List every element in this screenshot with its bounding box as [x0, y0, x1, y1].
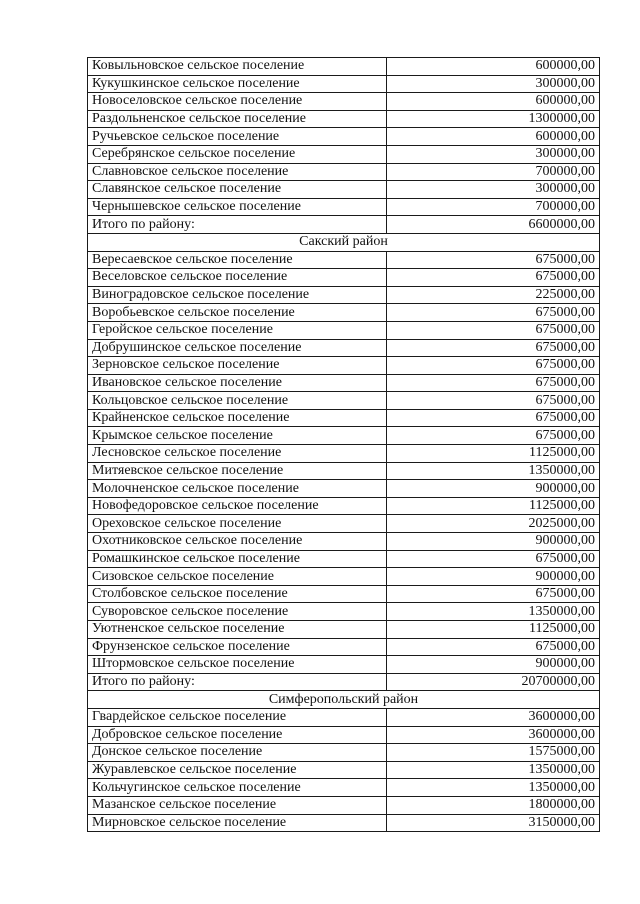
settlement-amount: 600000,00 [387, 58, 600, 76]
table-row [88, 744, 600, 762]
total-amount: 20700000,00 [387, 673, 600, 691]
settlement-name: Уютненское сельское поселение [88, 621, 387, 639]
settlement-amount: 675000,00 [387, 251, 600, 269]
settlement-name: Фрунзенское сельское поселение [88, 638, 387, 656]
allocation-table [87, 57, 600, 832]
settlement-amount: 1125000,00 [387, 497, 600, 515]
table-row [88, 533, 600, 551]
settlement-name: Ручьевское сельское поселение [88, 128, 387, 146]
settlement-amount: 675000,00 [387, 585, 600, 603]
district-total-row [88, 673, 600, 691]
settlement-name: Виноградовское сельское поселение [88, 286, 387, 304]
settlement-name: Новоселовское сельское поселение [88, 93, 387, 111]
settlement-name: Журавлевское сельское поселение [88, 761, 387, 779]
table-row [88, 110, 600, 128]
settlement-name: Серебрянское сельское поселение [88, 145, 387, 163]
settlement-amount: 700000,00 [387, 163, 600, 181]
settlement-name: Кукушкинское сельское поселение [88, 75, 387, 93]
settlement-name: Крымское сельское поселение [88, 427, 387, 445]
settlement-amount: 700000,00 [387, 198, 600, 216]
settlement-name: Чернышевское сельское поселение [88, 198, 387, 216]
total-label: Итого по району: [88, 673, 387, 691]
settlement-name: Славянское сельское поселение [88, 181, 387, 199]
settlement-name: Молочненское сельское поселение [88, 480, 387, 498]
settlement-name: Митяевское сельское поселение [88, 462, 387, 480]
settlement-name: Сизовское сельское поселение [88, 568, 387, 586]
table-row [88, 568, 600, 586]
settlement-amount: 675000,00 [387, 357, 600, 375]
settlement-name: Новофедоровское сельское поселение [88, 497, 387, 515]
table-row [88, 761, 600, 779]
table-row [88, 621, 600, 639]
settlement-amount: 225000,00 [387, 286, 600, 304]
settlement-name: Вересаевское сельское поселение [88, 251, 387, 269]
settlement-amount: 675000,00 [387, 269, 600, 287]
settlement-amount: 675000,00 [387, 321, 600, 339]
settlement-amount: 1350000,00 [387, 603, 600, 621]
table-row [88, 497, 600, 515]
settlement-amount: 900000,00 [387, 656, 600, 674]
settlement-amount: 1125000,00 [387, 445, 600, 463]
district-name: Симферопольский район [88, 691, 600, 709]
settlement-amount: 675000,00 [387, 409, 600, 427]
district-header-row [88, 691, 600, 709]
table-row [88, 128, 600, 146]
table-row [88, 409, 600, 427]
table-row [88, 198, 600, 216]
settlement-amount: 1575000,00 [387, 744, 600, 762]
table-row [88, 515, 600, 533]
settlement-amount: 3150000,00 [387, 814, 600, 832]
settlement-amount: 1125000,00 [387, 621, 600, 639]
settlement-name: Добровское сельское поселение [88, 726, 387, 744]
table-row [88, 638, 600, 656]
settlement-amount: 1300000,00 [387, 110, 600, 128]
settlement-amount: 675000,00 [387, 392, 600, 410]
settlement-amount: 600000,00 [387, 93, 600, 111]
settlement-amount: 2025000,00 [387, 515, 600, 533]
table-row [88, 374, 600, 392]
table-row [88, 286, 600, 304]
settlement-amount: 1350000,00 [387, 779, 600, 797]
settlement-name: Суворовское сельское поселение [88, 603, 387, 621]
table-row [88, 392, 600, 410]
settlement-name: Славновское сельское поселение [88, 163, 387, 181]
table-row [88, 269, 600, 287]
table-row [88, 814, 600, 832]
district-header-row [88, 233, 600, 251]
table-row [88, 321, 600, 339]
settlement-name: Веселовское сельское поселение [88, 269, 387, 287]
table-row [88, 445, 600, 463]
table-row [88, 726, 600, 744]
table-row [88, 163, 600, 181]
settlement-name: Раздольненское сельское поселение [88, 110, 387, 128]
settlement-name: Зерновское сельское поселение [88, 357, 387, 375]
settlement-name: Донское сельское поселение [88, 744, 387, 762]
settlement-amount: 675000,00 [387, 638, 600, 656]
settlement-amount: 300000,00 [387, 145, 600, 163]
settlement-amount: 300000,00 [387, 75, 600, 93]
settlement-name: Крайненское сельское поселение [88, 409, 387, 427]
settlement-amount: 675000,00 [387, 304, 600, 322]
allocation-table-body [88, 58, 600, 832]
settlement-name: Лесновское сельское поселение [88, 445, 387, 463]
table-row [88, 708, 600, 726]
settlement-amount: 600000,00 [387, 128, 600, 146]
settlement-name: Гвардейское сельское поселение [88, 708, 387, 726]
settlement-name: Кольцовское сельское поселение [88, 392, 387, 410]
table-row [88, 339, 600, 357]
table-row [88, 585, 600, 603]
settlement-name: Ковыльновское сельское поселение [88, 58, 387, 76]
settlement-amount: 675000,00 [387, 427, 600, 445]
table-row [88, 480, 600, 498]
total-amount: 6600000,00 [387, 216, 600, 234]
settlement-amount: 675000,00 [387, 339, 600, 357]
table-row [88, 462, 600, 480]
district-total-row [88, 216, 600, 234]
settlement-name: Воробьевское сельское поселение [88, 304, 387, 322]
table-row [88, 93, 600, 111]
table-row [88, 656, 600, 674]
table-row [88, 251, 600, 269]
settlement-name: Ивановское сельское поселение [88, 374, 387, 392]
table-row [88, 145, 600, 163]
table-row [88, 427, 600, 445]
table-row [88, 181, 600, 199]
settlement-name: Мазанское сельское поселение [88, 796, 387, 814]
settlement-name: Охотниковское сельское поселение [88, 533, 387, 551]
settlement-name: Геройское сельское поселение [88, 321, 387, 339]
table-row [88, 304, 600, 322]
settlement-name: Кольчугинское сельское поселение [88, 779, 387, 797]
settlement-amount: 900000,00 [387, 480, 600, 498]
settlement-name: Столбовское сельское поселение [88, 585, 387, 603]
document-page [87, 57, 599, 832]
settlement-amount: 1350000,00 [387, 761, 600, 779]
table-row [88, 603, 600, 621]
settlement-amount: 675000,00 [387, 374, 600, 392]
table-row [88, 75, 600, 93]
settlement-name: Ромашкинское сельское поселение [88, 550, 387, 568]
table-row [88, 357, 600, 375]
table-row [88, 550, 600, 568]
settlement-amount: 675000,00 [387, 550, 600, 568]
table-row [88, 796, 600, 814]
total-label: Итого по району: [88, 216, 387, 234]
settlement-amount: 3600000,00 [387, 708, 600, 726]
table-row [88, 58, 600, 76]
settlement-amount: 1800000,00 [387, 796, 600, 814]
settlement-name: Добрушинское сельское поселение [88, 339, 387, 357]
district-name: Сакский район [88, 233, 600, 251]
settlement-name: Штормовское сельское поселение [88, 656, 387, 674]
settlement-amount: 900000,00 [387, 568, 600, 586]
settlement-name: Мирновское сельское поселение [88, 814, 387, 832]
settlement-amount: 900000,00 [387, 533, 600, 551]
settlement-amount: 300000,00 [387, 181, 600, 199]
settlement-amount: 1350000,00 [387, 462, 600, 480]
settlement-name: Ореховское сельское поселение [88, 515, 387, 533]
settlement-amount: 3600000,00 [387, 726, 600, 744]
table-row [88, 779, 600, 797]
